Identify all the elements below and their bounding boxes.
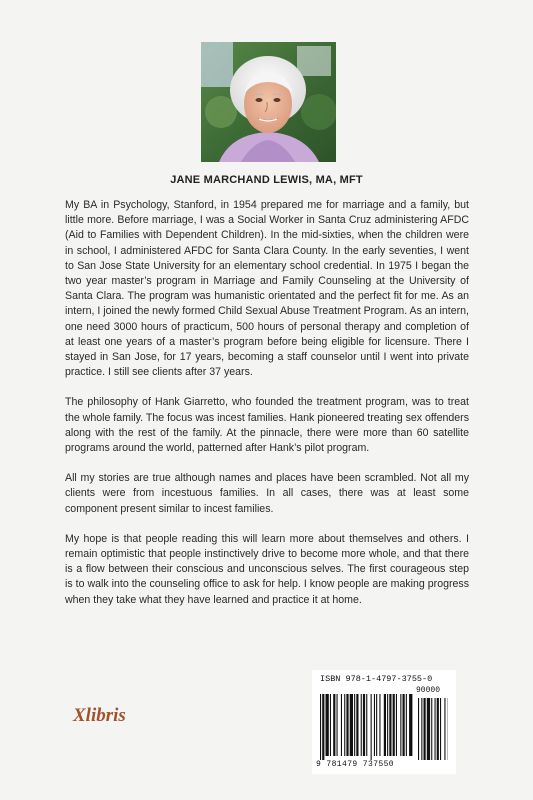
bio-paragraph: My BA in Psychology, Stanford, in 1954 prepared me for marriage and a family, but little more. Before marriage, I was a Social Worker in Santa Cruz administering AFDC (Aid to Families with Dependent Children). In the mid-sixties, when the children were in school, I administered AFDC for Santa Clara County. In the early seventies, I went to San Jose State University for an elementary school credential. In 1975 I began the two year master’s program in Marriage and Family Counseling at the University of Santa Clara. The program was humanistic orientated and the perfect fit for me. As an intern, I joined the newly formed Child Sexual Abuse Treatment Program. As an intern, one need 3000 hours of practicum, 500 hours of personal therapy and completion of at least one years of a master’s program before being eligible for licensure. There I stayed in San Jose, for 17 years, becoming a staff counselor until I went into private practice. I still see clients after 37 years.	[65, 199, 469, 379]
barcode-bar	[346, 694, 348, 756]
addon-barcode-bar	[427, 698, 430, 760]
addon-barcode-bar	[444, 698, 445, 760]
bio-paragraph: All my stories are true although names and places have been scrambled. Not all my clients were from incestuous families. In all cases, there was at least some component present similar to incest families.	[65, 472, 469, 515]
barcode-bar	[389, 694, 391, 756]
bio-paragraph: My hope is that people reading this will learn more about themselves and others. I remain optimistic that people instinctively drive to become more whole, and that there is a flow between their conscious and unconscious selves. The first courageous step is to walk into the counseling office to ask for help. I know people are making progress when they take what they have learned and practice it at home.	[65, 532, 469, 606]
author-name: JANE MARCHAND LEWIS, MA, MFT	[170, 174, 363, 186]
publisher-logo	[73, 705, 126, 727]
isbn-barcode	[312, 670, 456, 774]
barcode-bar	[333, 694, 335, 756]
addon-barcode-bar	[435, 698, 436, 760]
barcode-bar	[344, 694, 345, 756]
barcode-bar	[361, 694, 362, 756]
barcode-bar	[379, 694, 380, 756]
barcode-bar	[356, 694, 358, 756]
barcode-bar	[400, 694, 401, 756]
barcode-bar	[363, 694, 365, 756]
bio-paragraph: The philosophy of Hank Giarretto, who founded the treatment program, was to treat the whole family. The focus was incest families. Hank pioneered treating sex offenders along with the rest of the family. At the pinnacle, there were more than 60 satellite programs around the world, patterned after Hank’s pilot program.	[65, 396, 469, 455]
barcode-bar	[374, 694, 375, 756]
barcode-bar	[403, 694, 405, 756]
barcode-bar	[330, 694, 331, 756]
barcode-bar	[350, 694, 353, 756]
barcode-bars	[320, 694, 448, 760]
barcode-bar	[320, 694, 321, 760]
isbn-label: ISBN 978-1-4797-3755-0	[320, 674, 433, 684]
barcode-bar	[393, 694, 395, 756]
barcode-bar	[376, 694, 377, 756]
addon-barcode-bar	[440, 698, 441, 760]
addon-barcode-bar	[437, 698, 439, 760]
addon-barcode-bar	[418, 698, 419, 760]
barcode-bar	[354, 694, 355, 756]
barcode-bar	[322, 694, 324, 760]
author-photo	[201, 42, 336, 162]
addon-barcode-bar	[431, 698, 432, 760]
barcode-bar	[406, 694, 407, 756]
barcode-bar	[341, 694, 342, 756]
barcode-bar	[409, 694, 412, 756]
author-portrait-image	[201, 42, 336, 162]
barcode-bar	[326, 694, 329, 756]
publisher-name: Xlibris	[73, 705, 126, 726]
price-code: 90000	[416, 686, 441, 695]
barcode-bar	[384, 694, 386, 756]
addon-barcode-bar	[424, 698, 426, 760]
barcode-bar	[337, 694, 338, 756]
barcode-bar	[371, 694, 372, 760]
barcode-bar	[387, 694, 388, 756]
barcode-bar	[396, 694, 397, 756]
author-bio	[65, 198, 469, 623]
barcode-digits: 9 781479 737550	[316, 760, 395, 769]
addon-barcode-bar	[421, 698, 422, 760]
barcode-bar	[366, 694, 367, 756]
